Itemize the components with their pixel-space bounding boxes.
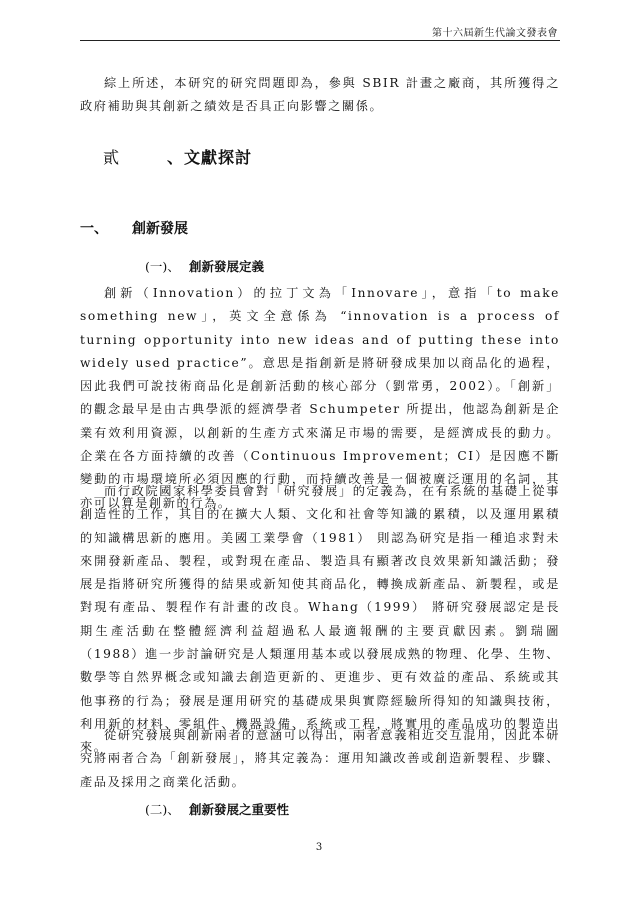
- subsection-title: 創新發展: [132, 221, 188, 237]
- running-header: 第十六屆新生代論文發表會: [432, 28, 558, 39]
- subsubsection-title-2: 創新發展之重要性: [189, 802, 290, 817]
- subsubsection-number-1: (一)、: [145, 259, 180, 274]
- subsection-heading: [80, 218, 188, 238]
- body-paragraph-2: 而行政院國家科學委員會對「研究發展」的定義為，在有系統的基礎上從事創造性的工作，其目的在擴大人類、文化和社會等知識的累積，以及運用累積的知識構思新的應用。美國工業學會（1981） 則認為研究是指一種追求對未來開發新產品、製程，或對現在產品、製造具有顯著改良效果新知識活動；發展是指將研究所獲得的結果或新知使其商品化，轉換成新產品、新製程，或是對現有產品、製程作有計畫的改良。Whang（1999） 將研究發展認定是長期生產活動在整體經濟利益超過私人最適報酬的主要貢獻因素。劉瑞圖（1988）進一步討論研究是人類運用基本或以發展成熟的物理、化學、生物、數學等自然界概念或知識去創造更新的、更進步、更有效益的產品、系統或其他事務的行為；發展是運用研究的基礎成果與實際經驗所得知的知識與技術，利用新的材料、零組件、機器設備、系統或工程，將實用的產品成功的製造出來。: [80, 484, 560, 755]
- section-heading: [103, 145, 252, 168]
- section-title: 、文獻探討: [167, 148, 253, 167]
- subsubsection-heading-2: [145, 800, 289, 818]
- section-number: 貳: [103, 148, 121, 167]
- header-rule: [80, 40, 560, 41]
- body-paragraph-3: 從研究發展與創新兩者的意涵可以得出，兩者意義相近交互混用，因此本研究將兩者合為「創新發展」，將其定義為：運用知識改善或創造新製程、步驟、產品及採用之商業化活動。: [80, 728, 560, 789]
- subsubsection-number-2: (二)、: [145, 802, 180, 817]
- page-number: 3: [315, 842, 323, 853]
- subsubsection-heading-1: [145, 257, 264, 275]
- intro-paragraph: 綜上所述，本研究的研究問題即為，參與 SBIR 計畫之廠商，其所獲得之政府補助與其創新之績效是否具正向影響之關係。: [80, 76, 560, 114]
- subsubsection-title-1: 創新發展定義: [189, 259, 265, 274]
- body-paragraph-1: 創新（Innovation）的拉丁文為「Innovare」，意指「to make something new」，英文全意係為 “innovation is a process of turning opportunity into new ideas and of putting these into widely used practice”。意思是指創新是將研發成果加以商品化的過程，因此我們可說技術商品化是創新活動的核心部分（劉常勇，2002）。「創新」的觀念最早是由古典學派的經濟學者 Schumpeter 所提出，他認為創新是企業有效利用資源，以創新的生產方式來滿足市場的需要，是經濟成長的動力。企業在各方面持續的改善（Continuous Improvement；CI）是因應不斷變動的市場環境所必須因應的行動，而持續改善是一個被廣泛運用的名詞，其亦可以算是創新的行為。: [80, 286, 560, 510]
- subsection-number: 一、: [80, 221, 108, 237]
